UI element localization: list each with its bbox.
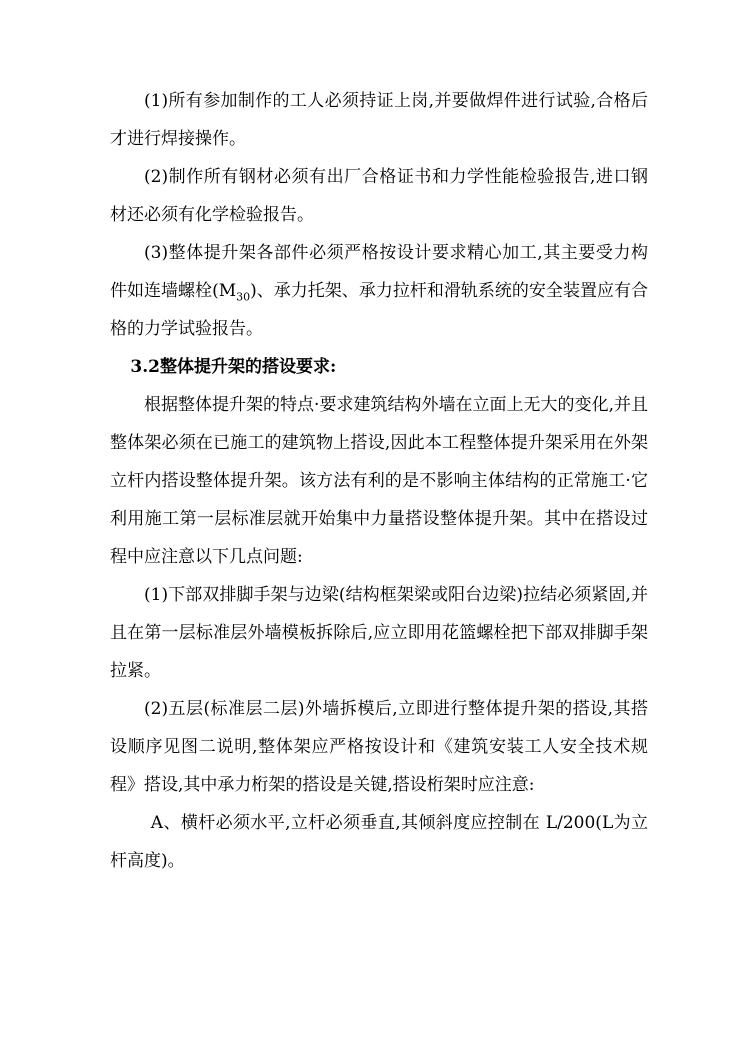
- paragraph-item-3: [110, 234, 648, 348]
- paragraph-text: (3)整体提升架各部件必须严格按设计要求精心加工,其主要受力构件如连墙螺栓(M: [110, 243, 648, 301]
- paragraph-body-1: [110, 386, 648, 576]
- paragraph-note-a: [110, 804, 648, 880]
- paragraph-note-2: [110, 690, 648, 804]
- paragraph-item-2: [110, 158, 648, 234]
- paragraph-text: 3.2整体提升架的搭设要求:: [130, 357, 337, 377]
- paragraph-text: (2)制作所有钢材必须有出厂合格证书和力学性能检验报告,进口钢材还必须有化学检验报告。: [110, 167, 648, 225]
- paragraph-text: A、横杆必须水平,立杆必须垂直,其倾斜度应控制在 L/200(L为立杆高度)。: [110, 813, 648, 871]
- subscript-text: 30: [236, 290, 251, 304]
- document-body: [110, 82, 648, 880]
- paragraph-item-1: [110, 82, 648, 158]
- paragraph-text: (2)五层(标准层二层)外墙拆模后,立即进行整体提升架的搭设,其搭设顺序见图二说明,整体架应严格按设计和《建筑安装工人安全技术规程》搭设,其中承力桁架的搭设是关键,搭设桁架时应注意:: [110, 699, 648, 795]
- paragraph-note-1: [110, 576, 648, 690]
- paragraph-text: 根据整体提升架的特点·要求建筑结构外墙在立面上无大的变化,并且整体架必须在已施工的建筑物上搭设,因此本工程整体提升架采用在外架立杆内搭设整体提升架。该方法有利的是不影响主体结构的正常施工·它利用施工第一层标准层就开始集中力量搭设整体提升架。其中在搭设过程中应注意以下几点问题:: [110, 395, 648, 567]
- paragraph-text: (1)所有参加制作的工人必须持证上岗,并要做焊件进行试验,合格后才进行焊接操作。: [110, 91, 648, 149]
- paragraph-text: )、承力托架、承力拉杆和滑轨系统的安全装置应有合格的力学试验报告。: [110, 281, 648, 339]
- heading-3-2: [110, 348, 648, 386]
- paragraph-text: (1)下部双排脚手架与边梁(结构框架梁或阳台边梁)拉结必须紧固,并且在第一层标准层外墙模板拆除后,应立即用花篮螺栓把下部双排脚手架拉紧。: [110, 585, 648, 681]
